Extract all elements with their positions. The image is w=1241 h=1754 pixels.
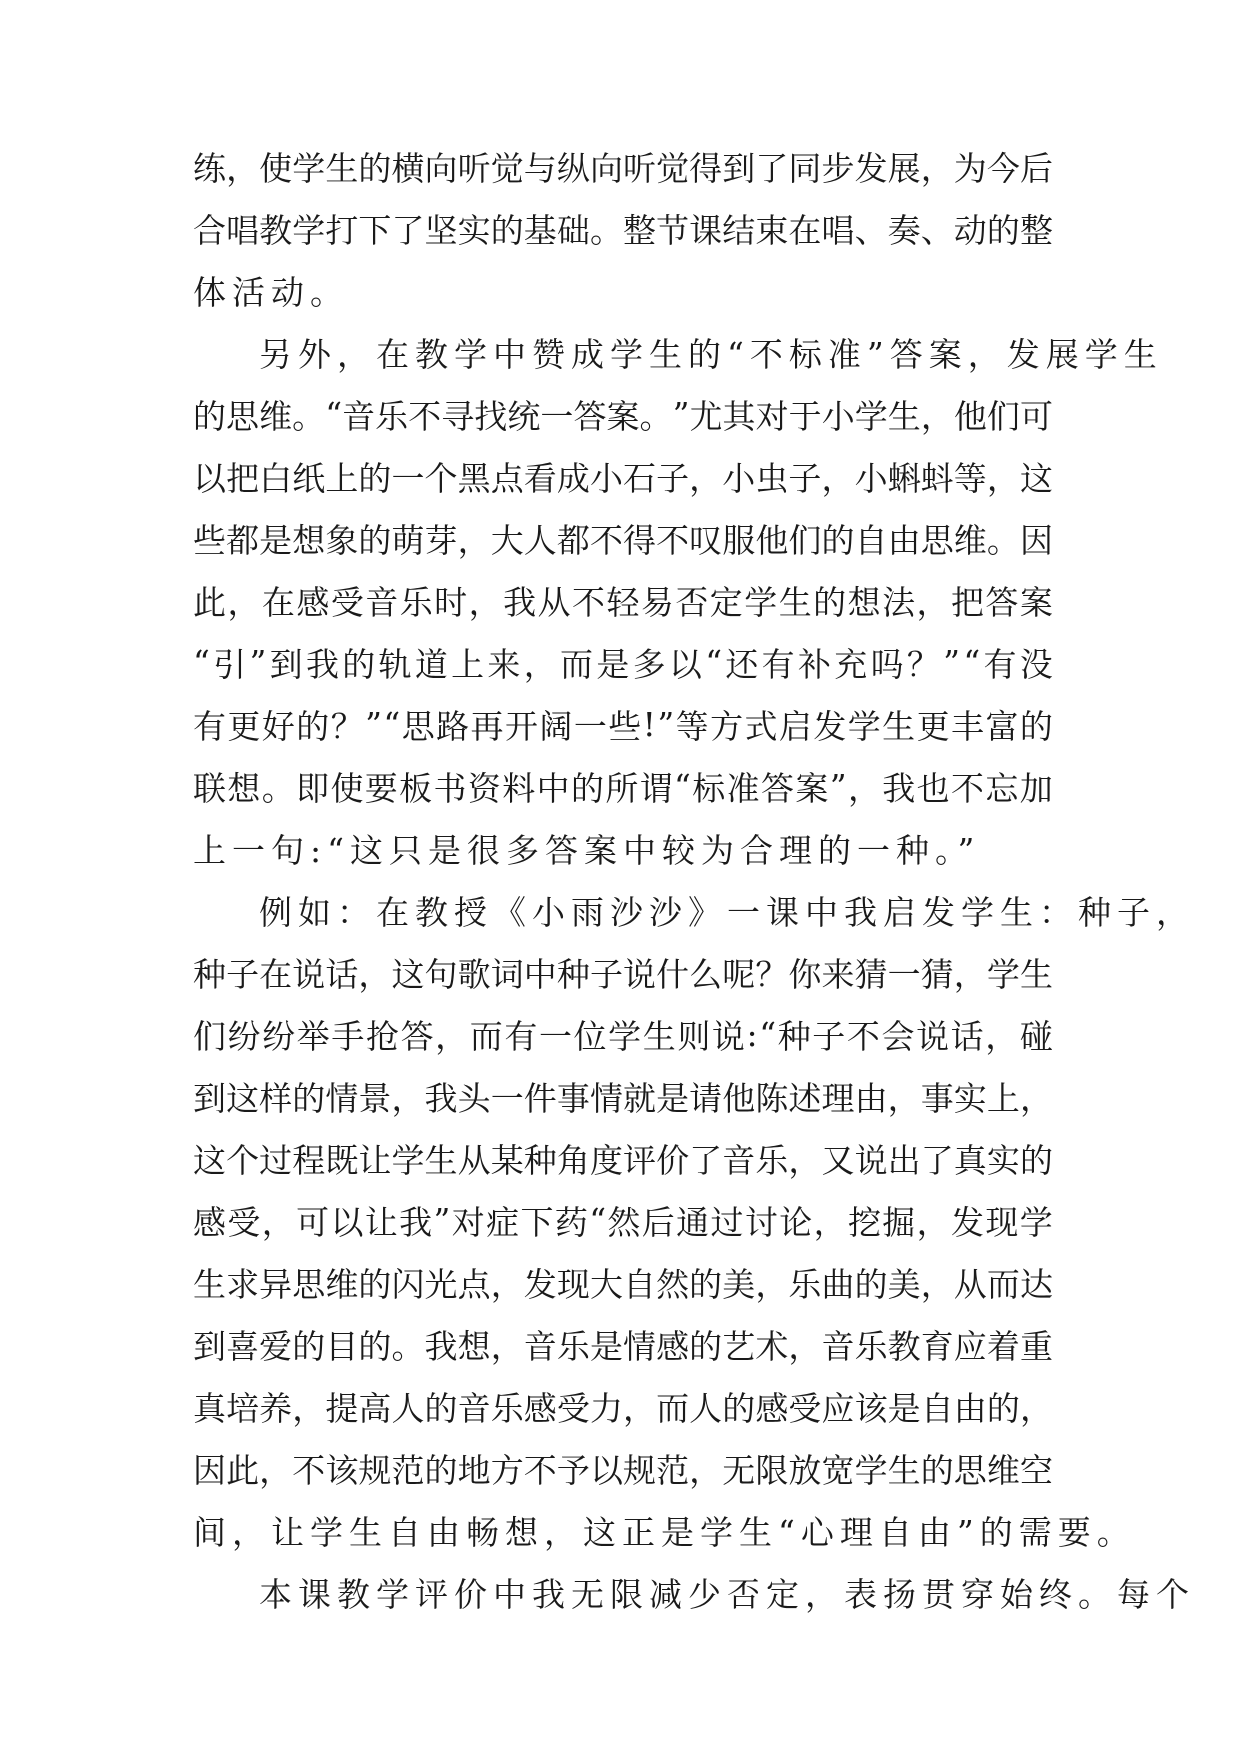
text-line: 间，让学生自由畅想，这正是学生“心理自由”的需要。 [193, 1512, 1136, 1552]
text-line: 些 都 是 想 象 的 萌 芽 ， 大 人 都 不 得 不 叹 服 他 们 的 自 由 思 维 。 因 [193, 520, 1053, 560]
text-line: 的 思 维 。 “ 音 乐 不 寻 找 统 一 答 案 。 ” 尤 其 对 于 小 学 生 ， 他 们 可 [193, 394, 1053, 436]
text-line: 到 这 样 的 情 景 ， 我 头 一 件 事 情 就 是 请 他 陈 述 理 由 ， 事 实 上 ， [193, 1078, 1053, 1118]
text-line: 真 培 养 ， 提 高 人 的 音 乐 感 受 力 ， 而 人 的 感 受 应 该 是 自 由 的 ， [193, 1388, 1053, 1428]
text-line: “ 引 ” 到 我 的 轨 道 上 来 ， 而 是 多 以 “ 还 有 补 充 吗 ？ ” “ 有 没 [193, 642, 1053, 684]
text-line: 生 求 异 思 维 的 闪 光 点 ， 发 现 大 自 然 的 美 ， 乐 曲 的 美 ， 从 而 达 [193, 1264, 1053, 1304]
text-line: 因 此 ， 不 该 规 范 的 地 方 不 予 以 规 范 ， 无 限 放 宽 学 生 的 思 维 空 [193, 1450, 1053, 1490]
text-line: 种 子 在 说 话 ， 这 句 歌 词 中 种 子 说 什 么 呢 ？ 你 来 猜 一 猜 ， 学 生 [193, 954, 1053, 994]
paragraph-first-line: 本课教学评价中我无限减少否定，表扬贯穿始终。每个 [259, 1574, 1195, 1614]
paragraph-first-line: 例如：在教授《小雨沙沙》一课中我启发学生：种子， [259, 892, 1195, 932]
text-line: 上一句:“这只是很多答案中较为合理的一种。” [193, 830, 981, 870]
text-line: 到 喜 爱 的 目 的 。 我 想 ， 音 乐 是 情 感 的 艺 术 ， 音 乐 教 育 应 着 重 [193, 1326, 1053, 1366]
text-line: 这 个 过 程 既 让 学 生 从 某 种 角 度 评 价 了 音 乐 ， 又 说 出 了 真 实 的 [193, 1140, 1053, 1180]
text-line: 有 更 好 的 ？ ” “ 思 路 再 开 阔 一 些 ! ” 等 方 式 启 发 学 生 更 丰 富 的 [193, 704, 1053, 746]
text-line: 合 唱 教 学 打 下 了 坚 实 的 基 础 。 整 节 课 结 束 在 唱 、 奏 、 动 的 整 [193, 210, 1053, 250]
text-line: 此 ， 在 感 受 音 乐 时 ， 我 从 不 轻 易 否 定 学 生 的 想 法 ， 把 答 案 [193, 582, 1053, 622]
text-line: 练 ， 使 学 生 的 横 向 听 觉 与 纵 向 听 觉 得 到 了 同 步 发 展 ， 为 今 后 [193, 148, 1053, 188]
text-line: 以 把 白 纸 上 的 一 个 黑 点 看 成 小 石 子 ， 小 虫 子 ， 小 蝌 蚪 等 ， 这 [193, 458, 1053, 498]
text-line: 联 想 。 即 使 要 板 书 资 料 中 的 所 谓 “ 标 准 答 案 ” ， 我 也 不 忘 加 [193, 766, 1053, 808]
text-line: 感 受 ， 可 以 让 我 ” 对 症 下 药 “ 然 后 通 过 讨 论 ， 挖 掘 ， 发 现 学 [193, 1200, 1053, 1242]
paragraph-first-line: 另外，在教学中赞成学生的“不标准”答案，发展学生 [259, 334, 1163, 374]
document-page [193, 135, 1195, 1623]
text-line: 们 纷 纷 举 手 抢 答 ， 而 有 一 位 学 生 则 说 : “ 种 子 不 会 说 话 ， 碰 [193, 1014, 1053, 1056]
text-line: 体活动。 [193, 272, 349, 312]
